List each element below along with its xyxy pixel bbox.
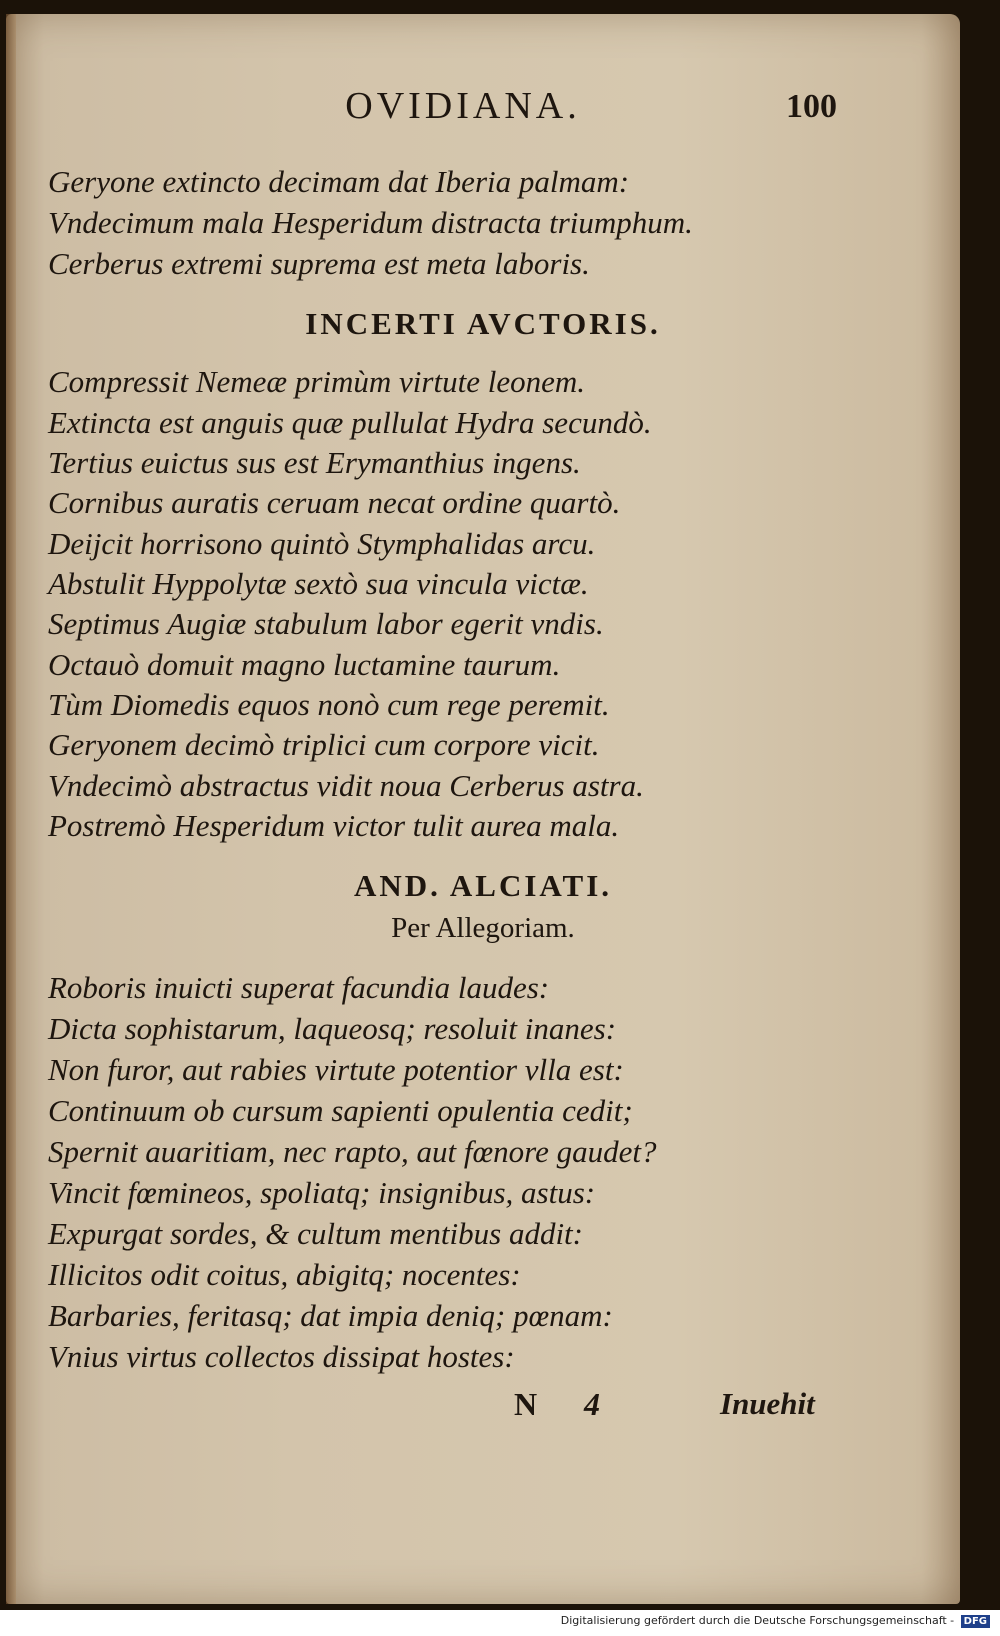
- verse-line: Non furor, aut rabies virtute potentior vlla est:: [48, 1052, 624, 1087]
- verse-line: Expurgat sordes, & cultum mentibus addit:: [48, 1216, 583, 1251]
- running-header: OVIDIANA.: [345, 85, 581, 127]
- dfg-logo: DFG: [961, 1615, 990, 1628]
- verse-line: Dicta sophistarum, laqueosq; resoluit inanes:: [48, 1011, 617, 1046]
- verse-line: Cerberus extremi suprema est meta laboris.: [48, 246, 590, 281]
- page-gutter: [6, 14, 16, 1604]
- credit-text: Digitalisierung gefördert durch die Deutsche Forschungsgemeinschaft -: [560, 1614, 955, 1627]
- signature-mark: N: [514, 1386, 538, 1422]
- verse-line: Vndecimò abstractus vidit noua Cerberus astra.: [48, 768, 644, 803]
- book-page: [6, 14, 960, 1604]
- verse-line: Tùm Diomedis equos nonò cum rege peremit.: [48, 687, 610, 722]
- verse-line: Extincta est anguis quæ pullulat Hydra secundò.: [48, 405, 652, 440]
- verse-line: Barbaries, feritasq; dat impia deniq; pœnam:: [48, 1298, 613, 1333]
- verse-line: Cornibus auratis ceruam necat ordine quartò.: [48, 485, 621, 520]
- catchword: Inuehit: [720, 1386, 815, 1421]
- digitization-credit: [0, 1614, 990, 1628]
- verse-line: Vnius virtus collectos dissipat hostes:: [48, 1339, 515, 1374]
- section-title: AND. ALCIATI.: [353, 868, 613, 903]
- verse-line: Abstulit Hyppolytæ sextò sua vincula victæ.: [48, 566, 589, 601]
- verse-line: Compressit Nemeæ primùm virtute leonem.: [48, 364, 585, 399]
- verse-line: Roboris inuicti superat facundia laudes:: [48, 970, 550, 1005]
- verse-line: Tertius euictus sus est Erymanthius ingens.: [48, 445, 581, 480]
- verse-line: Vincit fœmineos, spoliatq; insignibus, astus:: [48, 1175, 596, 1210]
- verse-line: Octauò domuit magno luctamine taurum.: [48, 647, 561, 682]
- verse-line: Vndecimum mala Hesperidum distracta triumphum.: [48, 205, 693, 240]
- verse-line: Septimus Augiæ stabulum labor egerit vndis.: [48, 606, 604, 641]
- signature-number: 4: [584, 1386, 600, 1422]
- verse-line: Postremò Hesperidum victor tulit aurea mala.: [48, 808, 620, 843]
- section-subtitle: Per Allegoriam.: [391, 912, 575, 944]
- verse-line: Deijcit horrisono quintò Stymphalidas arcu.: [48, 526, 596, 561]
- verse-line: Illicitos odit coitus, abigitq; nocentes:: [48, 1257, 521, 1292]
- verse-line: Geryone extincto decimam dat Iberia palmam:: [48, 164, 630, 199]
- section-title: INCERTI AVCTORIS.: [305, 306, 661, 341]
- verse-line: Spernit auaritiam, nec rapto, aut fœnore gaudet?: [48, 1134, 657, 1169]
- verse-line: Continuum ob cursum sapienti opulentia cedit;: [48, 1093, 633, 1128]
- verse-line: Geryonem decimò triplici cum corpore vicit.: [48, 727, 600, 762]
- page-number: 100: [786, 88, 837, 125]
